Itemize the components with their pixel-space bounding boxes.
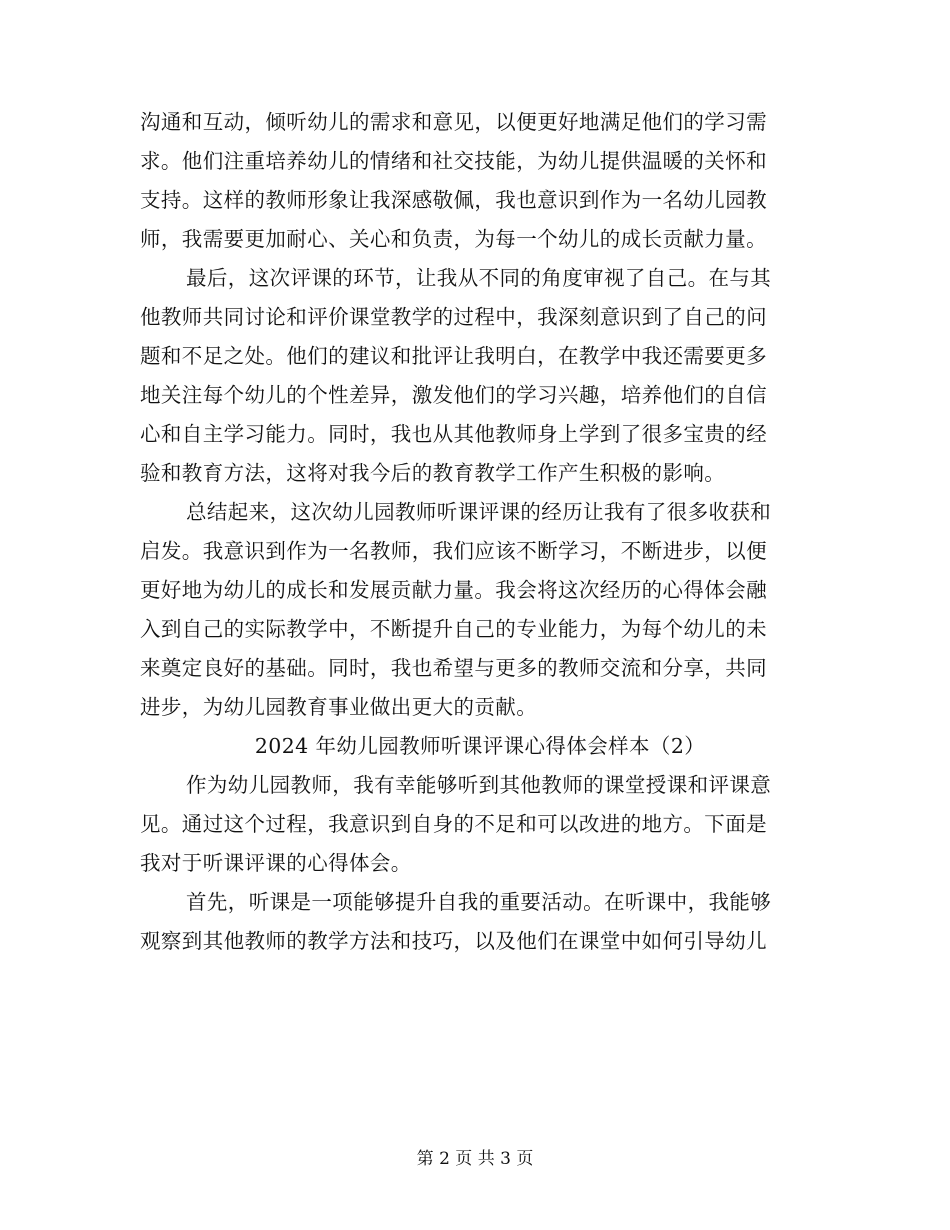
section-title: 2024 年幼儿园教师听课评课心得体会样本（2） bbox=[254, 734, 706, 758]
paragraph-2-line-4: 地关注每个幼儿的个性差异，激发他们的学习兴趣，培养他们的自信 bbox=[140, 383, 767, 407]
paragraph-2-line-5: 心和自主学习能力。同时，我也从其他教师身上学到了很多宝贵的经 bbox=[140, 422, 767, 446]
paragraph-2-line-3: 题和不足之处。他们的建议和批评让我明白，在教学中我还需要更多 bbox=[140, 344, 767, 368]
paragraph-3-line-3: 更好地为幼儿的成长和发展贡献力量。我会将这次经历的心得体会融 bbox=[140, 578, 767, 602]
paragraph-3-line-5: 来奠定良好的基础。同时，我也希望与更多的教师交流和分享，共同 bbox=[140, 656, 767, 680]
paragraph-3-line-4: 入到自己的实际教学中，不断提升自己的专业能力，为每个幼儿的未 bbox=[140, 617, 767, 641]
paragraph-2-line-1: 最后，这次评课的环节，让我从不同的角度审视了自己。在与其 bbox=[186, 266, 772, 290]
paragraph-1-line-2: 求。他们注重培养幼儿的情绪和社交技能，为幼儿提供温暖的关怀和 bbox=[140, 149, 767, 173]
paragraph-3-line-2: 启发。我意识到作为一名教师，我们应该不断学习，不断进步，以便 bbox=[140, 539, 767, 563]
paragraph-1-line-4: 师，我需要更加耐心、关心和负责，为每一个幼儿的成长贡献力量。 bbox=[140, 227, 767, 251]
paragraph-3-line-1: 总结起来，这次幼儿园教师听课评课的经历让我有了很多收获和 bbox=[186, 500, 772, 524]
paragraph-2-line-2: 他教师共同讨论和评价课堂教学的过程中，我深刻意识到了自己的问 bbox=[140, 305, 767, 329]
section2-paragraph-1-line-3: 我对于听课评课的心得体会。 bbox=[140, 851, 412, 875]
section2-paragraph-2-line-1: 首先，听课是一项能够提升自我的重要活动。在听课中，我能够 bbox=[186, 890, 772, 914]
paragraph-1-line-3: 支持。这样的教师形象让我深感敬佩，我也意识到作为一名幼儿园教 bbox=[140, 188, 767, 212]
page-footer: 第 2 页 共 3 页 bbox=[416, 1149, 534, 1169]
paragraph-1-line-1: 沟通和互动，倾听幼儿的需求和意见，以便更好地满足他们的学习需 bbox=[140, 110, 767, 134]
section2-paragraph-2-line-2: 观察到其他教师的教学方法和技巧，以及他们在课堂中如何引导幼儿 bbox=[140, 929, 767, 953]
section2-paragraph-1-line-2: 见。通过这个过程，我意识到自身的不足和可以改进的地方。下面是 bbox=[140, 812, 767, 836]
paragraph-2-line-6: 验和教育方法，这将对我今后的教育教学工作产生积极的影响。 bbox=[140, 461, 726, 485]
section2-paragraph-1-line-1: 作为幼儿园教师，我有幸能够听到其他教师的课堂授课和评课意 bbox=[186, 773, 772, 797]
paragraph-3-line-6: 进步，为幼儿园教育事业做出更大的贡献。 bbox=[140, 695, 538, 719]
